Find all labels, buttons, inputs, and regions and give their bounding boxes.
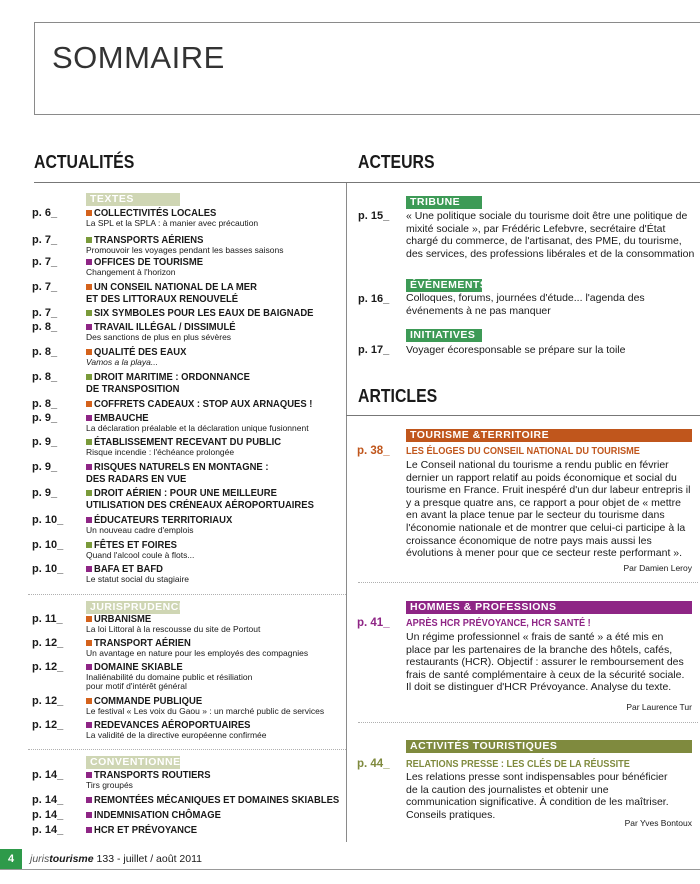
entry-subtitle: Promouvoir les voyages pendant les basses saisons — [86, 245, 284, 255]
entry-subtitle: La loi Littoral à la rescousse du site de Portout — [86, 624, 261, 634]
page-ref: p. 12_ — [32, 637, 64, 649]
entry-title: RISQUES NATURELS EN MONTAGNE : — [94, 461, 269, 473]
entry-title: TRANSPORTS ROUTIERS — [94, 769, 211, 781]
page-ref: p. 9_ — [32, 436, 58, 448]
footer-rule — [0, 869, 700, 870]
entry-title: REDEVANCES AÉROPORTUAIRES — [94, 719, 251, 731]
entry-title: DROIT AÉRIEN : POUR UNE MEILLEURE — [94, 487, 277, 499]
entry-title: BAFA ET BAFD — [94, 563, 163, 575]
entry-subtitle: Un avantage en nature pour les employés des compagnies — [86, 648, 309, 658]
page-ref[interactable]: p. 41_ — [357, 617, 390, 629]
article-headline[interactable]: LES ÉLOGES DU CONSEIL NATIONAL DU TOURISME — [406, 446, 640, 457]
entry-title: COFFRETS CADEAUX : STOP AUX ARNAQUES ! — [94, 398, 313, 410]
entry-subtitle: Le festival « Les voix du Gaou » : un marché public de services — [86, 706, 325, 716]
square-bullet-icon — [86, 259, 92, 265]
page-ref[interactable]: p. 44_ — [357, 758, 390, 770]
article-separator — [358, 722, 698, 723]
page-ref: p. 10_ — [32, 514, 64, 526]
article-headline[interactable]: APRÈS HCR PRÉVOYANCE, HCR SANTÉ ! — [406, 618, 591, 629]
page-ref[interactable]: p. 17_ — [358, 344, 390, 356]
entry-title: DROIT MARITIME : ORDONNANCE — [94, 371, 250, 383]
article-separator — [358, 582, 698, 583]
square-bullet-icon — [86, 284, 92, 290]
square-bullet-icon — [86, 812, 92, 818]
square-bullet-icon — [86, 415, 92, 421]
square-bullet-icon — [86, 566, 92, 572]
entry-subtitle: Vamos a la playa... — [86, 357, 158, 367]
entry-title: OFFICES DE TOURISME — [94, 256, 204, 268]
banner-initiatives: INITIATIVES — [406, 329, 482, 342]
entry-title: EMBAUCHE — [94, 412, 149, 424]
column-divider — [346, 182, 347, 842]
square-bullet-icon — [86, 722, 92, 728]
entry-title: UN CONSEIL NATIONAL DE LA MER — [94, 281, 257, 293]
square-bullet-icon — [86, 310, 92, 316]
article-byline: Par Laurence Tur — [626, 702, 692, 712]
page-ref: p. 12_ — [32, 695, 64, 707]
banner-tourisme-territoire: TOURISME &TERRITOIRE — [406, 429, 692, 442]
entry-title: COMMANDE PUBLIQUE — [94, 695, 203, 707]
square-bullet-icon — [86, 698, 92, 704]
page-ref: p. 12_ — [32, 661, 64, 673]
entry-subtitle: Des sanctions de plus en plus sévères — [86, 332, 232, 342]
square-bullet-icon — [86, 827, 92, 833]
page-ref[interactable]: p. 15_ — [358, 210, 390, 222]
section-title-actualites: ACTUALITÉS — [34, 152, 135, 172]
entry-title: INDEMNISATION CHÔMAGE — [94, 809, 221, 821]
evenements-text: Colloques, forums, journées d'étude... l'agenda des événements à ne pas manquer — [406, 292, 645, 317]
entry-subtitle: La validité de la directive européenne confirmée — [86, 730, 267, 740]
tribune-text: « Une politique sociale du tourisme doit être une politique de mixité sociale », par Frédéric Lefebvre, secrétaire d'État chargé du commerce, de l'artisanat, des PME, du tourisme, des services, des professions libérales et de la consommation — [406, 210, 695, 260]
square-bullet-icon — [86, 324, 92, 330]
entry-subtitle: La déclaration préalable et la déclaration unique fusionnent — [86, 423, 309, 433]
banner-conventionnel: CONVENTIONNEL — [86, 756, 180, 769]
square-bullet-icon — [86, 210, 92, 216]
page-ref: p. 12_ — [32, 719, 64, 731]
square-bullet-icon — [86, 640, 92, 646]
entry-subtitle: Tirs groupés — [86, 780, 133, 790]
banner-tribune: TRIBUNE — [406, 196, 482, 209]
group-separator — [28, 749, 346, 750]
entry-subtitle: Un nouveau cadre d'emplois — [86, 525, 194, 535]
page-ref: p. 6_ — [32, 207, 58, 219]
issue-info: 133 - juillet / août 2011 — [96, 853, 202, 865]
page-number: 4 — [0, 849, 22, 869]
page-ref: p. 9_ — [32, 487, 58, 499]
entry-title: TRANSPORT AÉRIEN — [94, 637, 191, 649]
page-ref: p. 8_ — [32, 346, 58, 358]
banner-jurisprudence: JURISPRUDENCE — [86, 601, 180, 614]
entry-title: TRAVAIL ILLÉGAL / DISSIMULÉ — [94, 321, 236, 333]
entry-subtitle-line2: pour motif d'intérêt général — [86, 681, 187, 691]
page-ref: p. 10_ — [32, 563, 64, 575]
article-byline: Par Damien Leroy — [623, 563, 692, 573]
entry-title: ÉDUCATEURS TERRITORIAUX — [94, 514, 233, 526]
square-bullet-icon — [86, 374, 92, 380]
entry-title: TRANSPORTS AÉRIENS — [94, 234, 204, 246]
entry-title-line2: DE TRANSPOSITION — [86, 383, 180, 395]
square-bullet-icon — [86, 464, 92, 470]
banner-evenements: ÉVÉNEMENTS — [406, 279, 482, 292]
entry-title: QUALITÉ DES EAUX — [94, 346, 187, 358]
section-rule-articles — [346, 415, 700, 416]
page-ref: p. 7_ — [32, 256, 58, 268]
square-bullet-icon — [86, 349, 92, 355]
page-ref[interactable]: p. 38_ — [357, 445, 390, 457]
article-summary: Un régime professionnel « frais de santé » a été mis en place par les partenaires de la branche des hôtels, cafés, restaurants (HCR). Objectif : assurer le remboursement des frais de santé complémentaire à ceux de la sécurité sociale. Il doit se distinguer d'HCR Prévoyance. Analyse du texte. — [406, 631, 685, 694]
entry-subtitle: La SPL et la SPLA : à manier avec précaution — [86, 218, 259, 228]
article-byline: Par Yves Bontoux — [624, 818, 692, 828]
entry-title: SIX SYMBOLES POUR LES EAUX DE BAIGNADE — [94, 307, 314, 319]
page-title: SOMMAIRE — [52, 40, 225, 75]
entry-title: URBANISME — [94, 613, 152, 625]
banner-activites-touristiques: ACTIVITÉS TOURISTIQUES — [406, 740, 692, 753]
square-bullet-icon — [86, 616, 92, 622]
page-ref: p. 8_ — [32, 321, 58, 333]
article-summary: Les relations presse sont indispensables pour bénéficier de la caution des journalistes et obtenir une communication significative. À condition de les maîtriser. Conseils pratiques. — [406, 771, 669, 821]
section-rule-actualites — [34, 182, 346, 183]
entry-title: DOMAINE SKIABLE — [94, 661, 183, 673]
banner-textes: TEXTES — [86, 193, 180, 206]
section-title-acteurs: ACTEURS — [358, 152, 435, 172]
entry-title-line2: ET DES LITTORAUX RENOUVELÉ — [86, 293, 239, 305]
brand-prefix: juris — [30, 853, 50, 865]
entry-title-line2: DES RADARS EN VUE — [86, 473, 187, 485]
square-bullet-icon — [86, 797, 92, 803]
entry-title: REMONTÉES MÉCANIQUES ET DOMAINES SKIABLES — [94, 794, 340, 806]
square-bullet-icon — [86, 772, 92, 778]
square-bullet-icon — [86, 542, 92, 548]
entry-title: FÊTES ET FOIRES — [94, 539, 177, 551]
entry-title: ÉTABLISSEMENT RECEVANT DU PUBLIC — [94, 436, 282, 448]
page-ref: p. 14_ — [32, 769, 64, 781]
page-ref: p. 8_ — [32, 371, 58, 383]
square-bullet-icon — [86, 237, 92, 243]
entry-subtitle: Inaliénabilité du domaine public et résiliation — [86, 672, 253, 682]
group-separator — [28, 594, 346, 595]
page-ref[interactable]: p. 16_ — [358, 293, 390, 305]
initiatives-text: Voyager écoresponsable se prépare sur la toile — [406, 344, 626, 356]
square-bullet-icon — [86, 439, 92, 445]
entry-title-line2: UTILISATION DES CRÉNEAUX AÉROPORTUAIRES — [86, 499, 314, 511]
entry-title: HCR ET PRÉVOYANCE — [94, 824, 198, 836]
article-headline[interactable]: RELATIONS PRESSE : LES CLÉS DE LA RÉUSSITE — [406, 759, 630, 770]
square-bullet-icon — [86, 664, 92, 670]
page-ref: p. 7_ — [32, 234, 58, 246]
entry-subtitle: Risque incendie : l'échéance prolongée — [86, 447, 235, 457]
article-summary: Le Conseil national du tourisme a rendu public en février dernier un rapport relatif au poids économique et social du tourisme en France. Fruit inespéré d'un dur labeur entrepris il y a presque quatre ans, ce rapport a pour objet de « mettre en avant la place tenue par le secteur du tourisme dans l'économie nationale et de montrer que celui-ci participe à la croissance économique de notre pays mais aussi les évolutions à mener pour que ce secteur reste performant ». — [406, 459, 691, 560]
entry-subtitle: Changement à l'horizon — [86, 267, 176, 277]
page-ref: p. 14_ — [32, 809, 64, 821]
page-ref: p. 9_ — [32, 412, 58, 424]
page-ref: p. 9_ — [32, 461, 58, 473]
page-ref: p. 11_ — [32, 613, 63, 625]
entry-subtitle: Le statut social du stagiaire — [86, 574, 190, 584]
entry-title: COLLECTIVITÉS LOCALES — [94, 207, 217, 219]
page-ref: p. 14_ — [32, 824, 64, 836]
entry-subtitle: Quand l'alcool coule à flots... — [86, 550, 195, 560]
square-bullet-icon — [86, 517, 92, 523]
page-ref: p. 7_ — [32, 307, 58, 319]
page-ref: p. 10_ — [32, 539, 64, 551]
square-bullet-icon — [86, 490, 92, 496]
page-ref: p. 14_ — [32, 794, 64, 806]
banner-hommes-professions: HOMMES & PROFESSIONS — [406, 601, 692, 614]
page-ref: p. 7_ — [32, 281, 58, 293]
footer-masthead — [30, 853, 202, 865]
section-rule-acteurs — [346, 182, 700, 183]
page-ref: p. 8_ — [32, 398, 58, 410]
square-bullet-icon — [86, 401, 92, 407]
brand-name: tourisme — [49, 853, 94, 865]
section-title-articles: ARTICLES — [358, 386, 438, 406]
